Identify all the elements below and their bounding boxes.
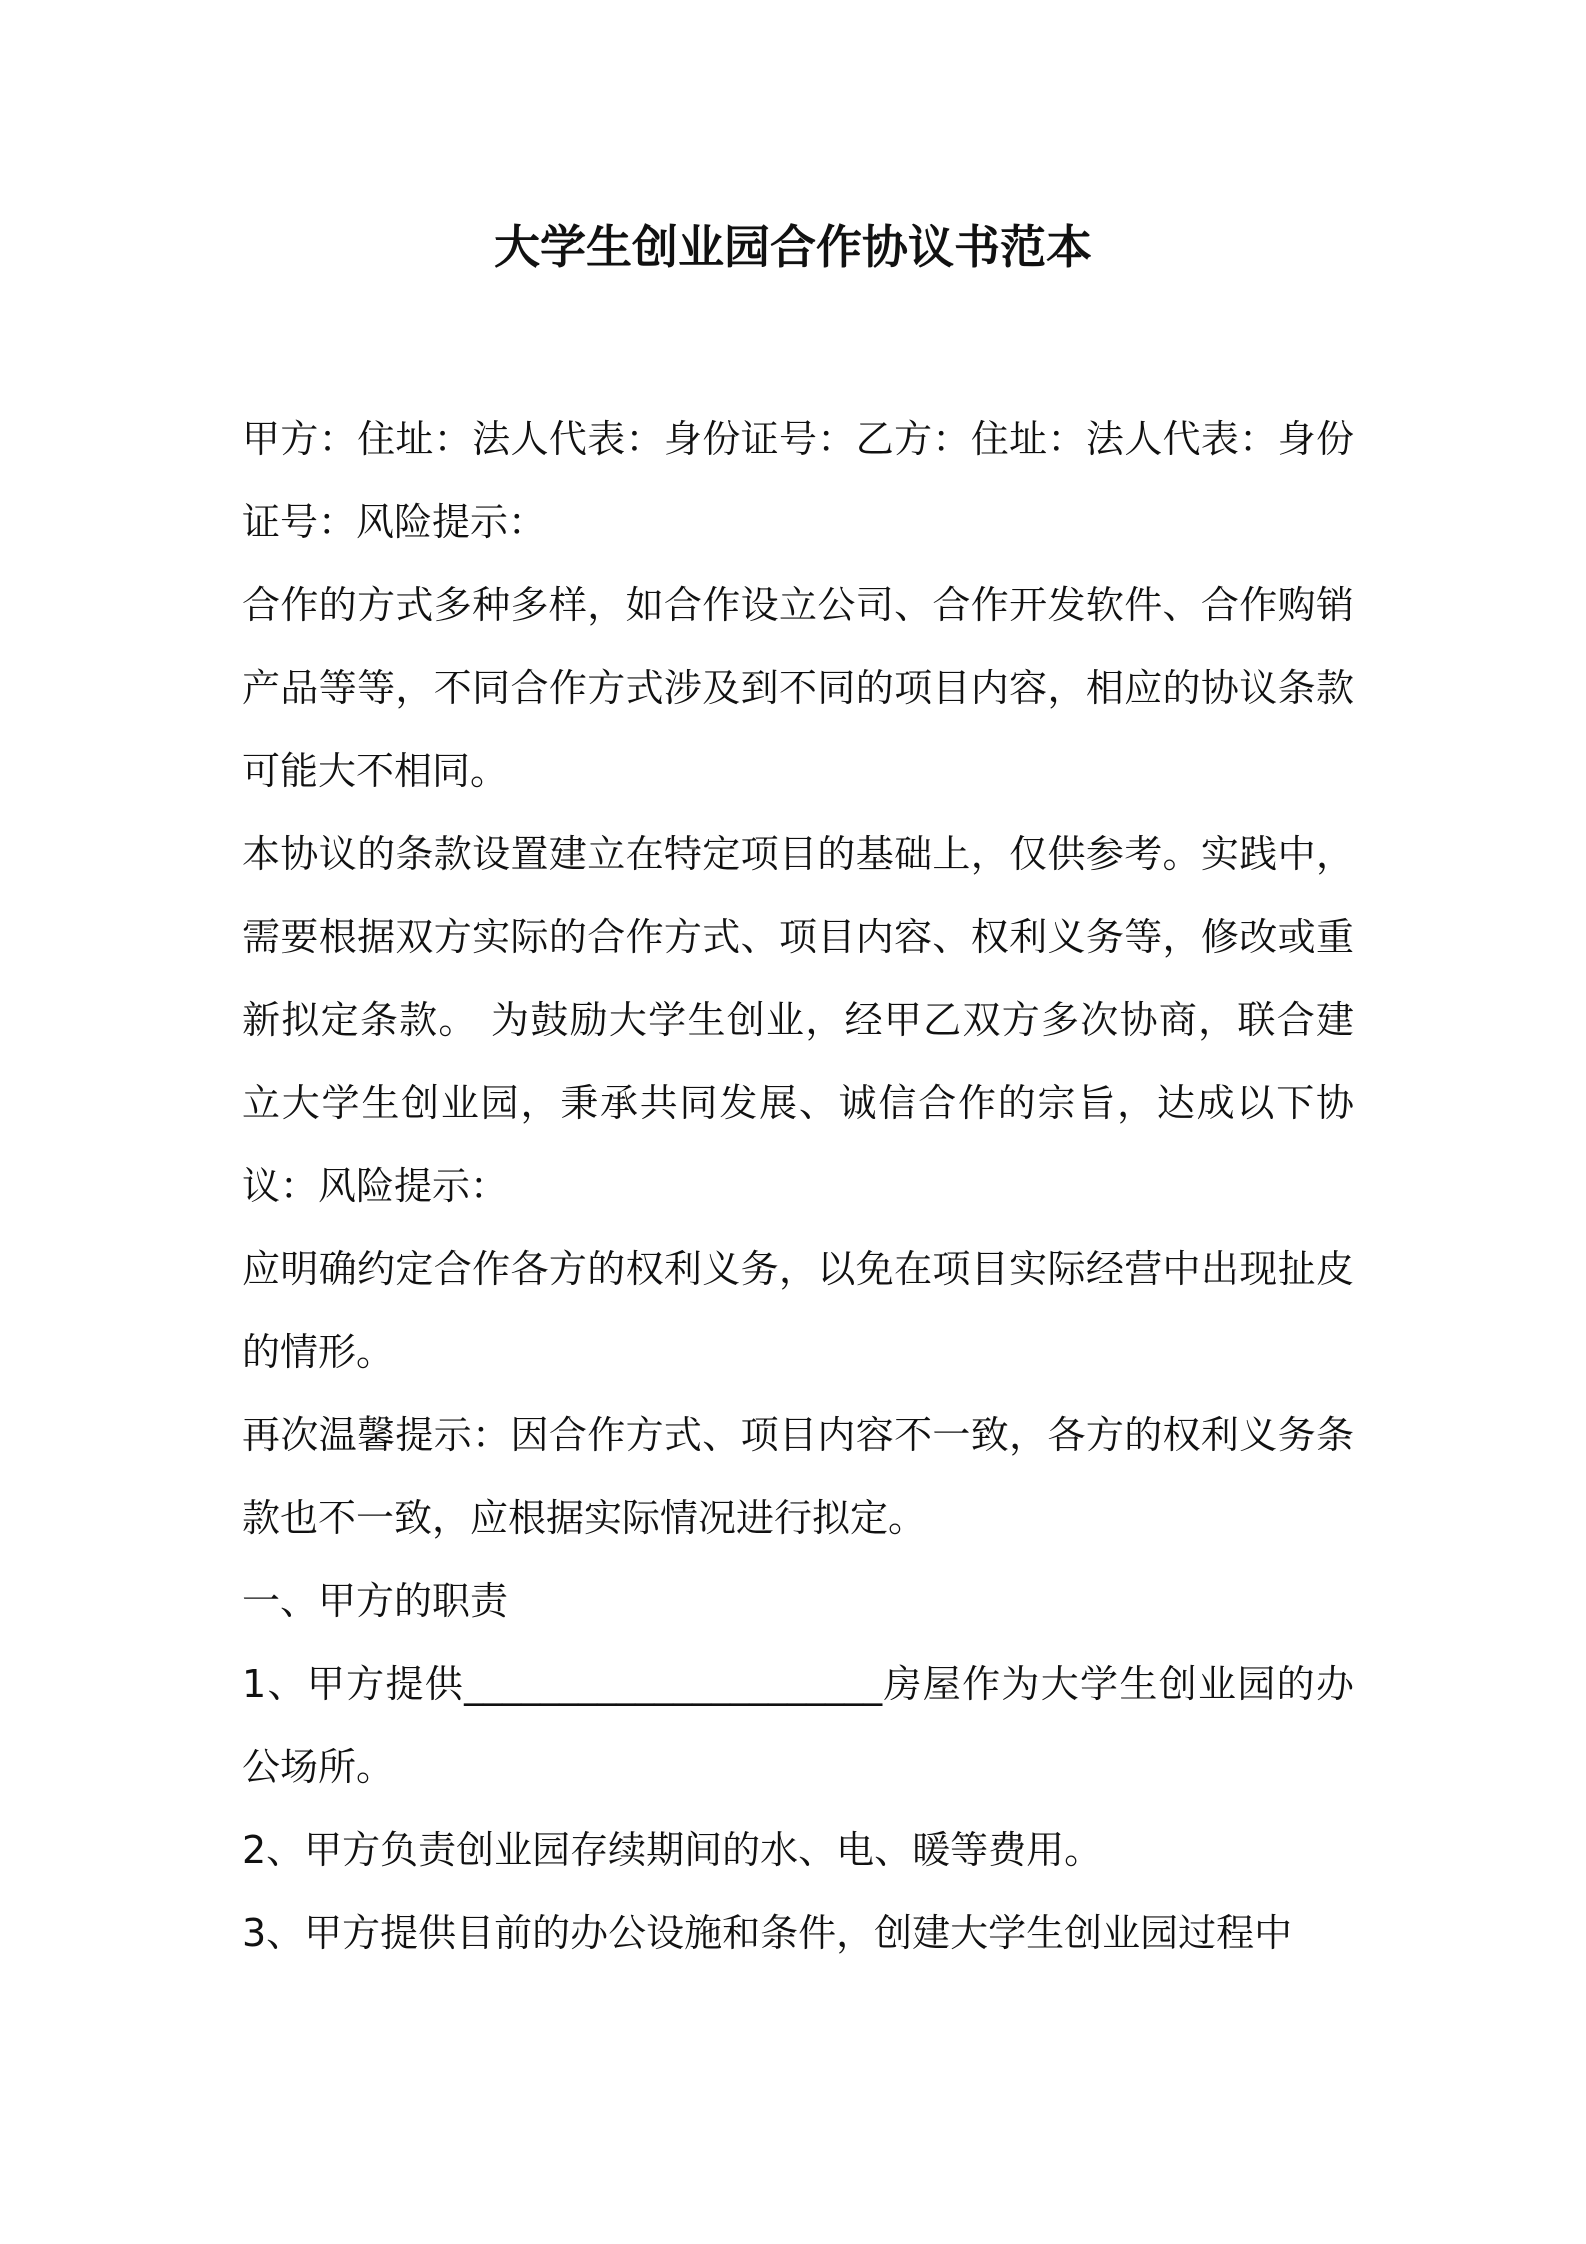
- clause-3: 3、甲方提供目前的办公设施和条件，创建大学生创业园过程中: [242, 1911, 1293, 1955]
- document-body: [242, 398, 1354, 1975]
- paragraph-reminder: 再次温馨提示：因合作方式、项目内容不一致，各方的权利义务条款也不一致，应根据实际情况进行拟定。: [242, 1413, 1354, 1540]
- document-title: 大学生创业园合作协议书范本: [494, 220, 1092, 274]
- clause-1: 1、甲方提供______________________房屋作为大学生创业园的办公场所。: [242, 1662, 1354, 1789]
- paragraph-cooperation-methods: 合作的方式多种多样，如合作设立公司、合作开发软件、合作购销产品等等，不同合作方式涉及到不同的项目内容，相应的协议条款可能大不相同。: [242, 583, 1354, 793]
- clause-2: 2、甲方负责创业园存续期间的水、电、暖等费用。: [242, 1828, 1103, 1872]
- paragraph-clause-reference: 本协议的条款设置建立在特定项目的基础上，仅供参考。实践中，需要根据双方实际的合作方式、项目内容、权利义务等，修改或重新拟定条款。 为鼓励大学生创业，经甲乙双方多次协商，联合建立大学生创业园，秉承共同发展、诚信合作的宗旨，达成以下协议：风险提示：: [242, 832, 1354, 1208]
- paragraph-rights-obligations: 应明确约定合作各方的权利义务，以免在项目实际经营中出现扯皮的情形。: [242, 1247, 1354, 1374]
- section-heading-party-a-duties: 一、甲方的职责: [242, 1579, 509, 1623]
- paragraph-parties: 甲方：住址：法人代表：身份证号：乙方：住址：法人代表：身份证号：风险提示：: [242, 417, 1354, 544]
